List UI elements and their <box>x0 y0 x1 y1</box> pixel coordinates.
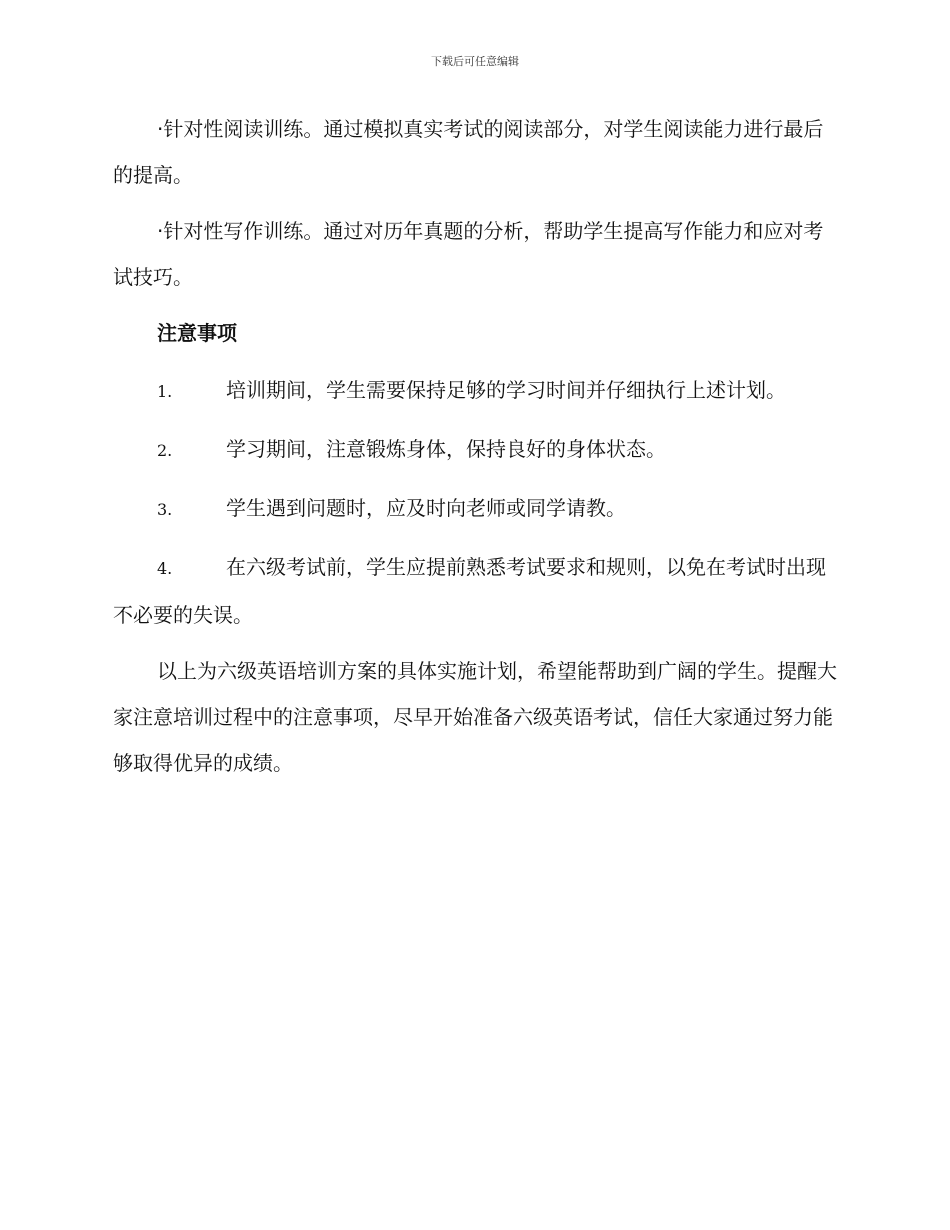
list-number: 3. <box>157 500 173 519</box>
list-item <box>113 426 837 474</box>
page-header: 下载后可任意编辑 <box>431 55 519 68</box>
paragraph-reading-training: ·针对性阅读训练。通过模拟真实考试的阅读部分，对学生阅读能力进行最后的提高。 <box>113 117 824 187</box>
list-number: 2. <box>157 441 173 460</box>
list-item-text: 学生遇到问题时，应及时向老师或同学请教。 <box>226 496 626 520</box>
list-number: 4. <box>157 559 173 578</box>
list-item-text: 在六级考试前，学生应提前熟悉考试要求和规则，以免在考试时出现不必要的失误。 <box>113 555 826 627</box>
list-item <box>113 367 837 415</box>
list-number: 1. <box>157 382 173 401</box>
list-item-text: 学习期间，注意锻炼身体，保持良好的身体状态。 <box>226 437 666 461</box>
list-item <box>113 544 837 638</box>
paragraph-conclusion: 以上为六级英语培训方案的具体实施计划，希望能帮助到广阔的学生。提醒大家注意培训过程中的注意事项，尽早开始准备六级英语考试，信任大家通过努力能够取得优异的成绩。 <box>113 659 837 775</box>
list-item <box>113 485 837 533</box>
section-heading-notes: 注意事项 <box>157 321 237 345</box>
document-body <box>113 106 837 786</box>
paragraph-writing-training: ·针对性写作训练。通过对历年真题的分析，帮助学生提高写作能力和应对考试技巧。 <box>113 219 824 289</box>
list-item-text: 培训期间，学生需要保持足够的学习时间并仔细执行上述计划。 <box>226 378 786 402</box>
